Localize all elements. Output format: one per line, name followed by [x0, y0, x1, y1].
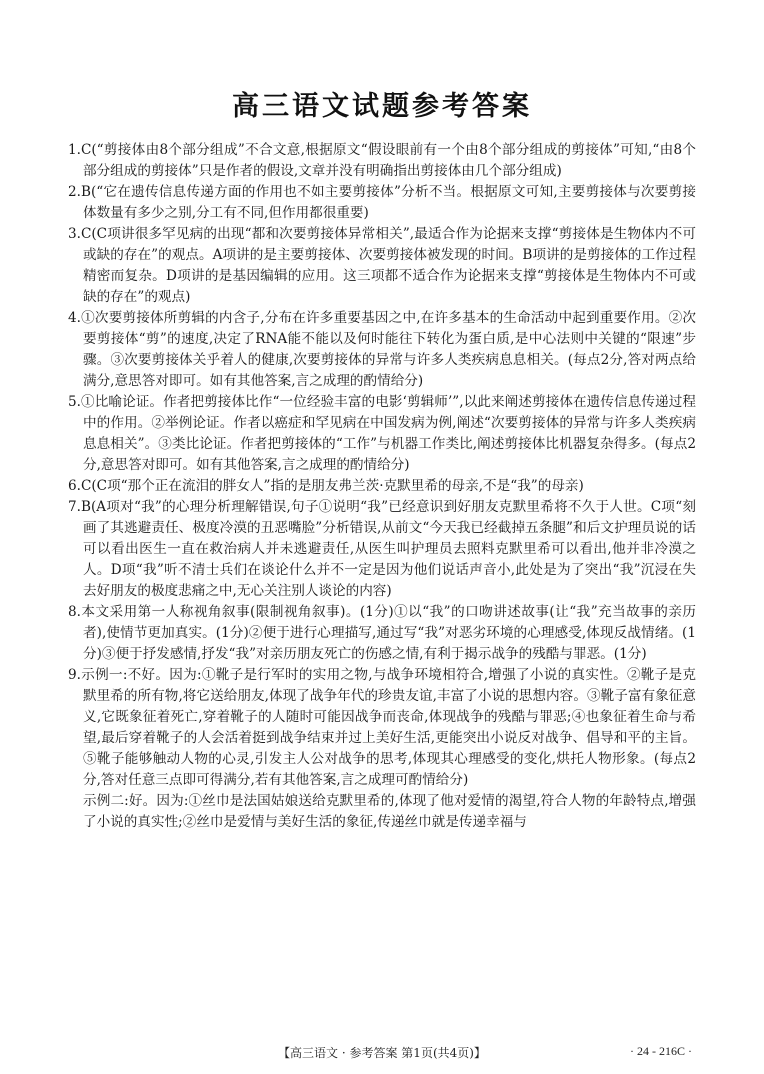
page-title: 高三语文试题参考答案: [232, 91, 532, 122]
answer-item-1: 1.C(“剪接体由8个部分组成”不合文意,根据原文“假设眼前有一个由8个部分组成的剪接体”可知,“由8个部分组成的剪接体”只是作者的假设,文章并没有明确指出剪接体由几个部分组成): [68, 142, 696, 179]
answer-item-6: 6.C(C项“那个正在流泪的胖女人”指的是朋友弗兰茨·克默里希的母亲,不是“我”的母亲): [68, 478, 584, 494]
answer-item-4: 4.①次要剪接体所剪辑的内含子,分布在许多重要基因之中,在许多基本的生命活动中起到重要作用。②次要剪接体“剪”的速度,决定了RNA能不能以及何时能往下转化为蛋白质,是中心法则中关键的“限速”步骤。③次要剪接体关乎着人的健康,次要剪接体的异常与许多人类疾病息息相关。(每点2分,答对两点给满分,意思答对即可。如有其他答案,言之成理的酌情给分): [68, 310, 696, 389]
answer-list: [68, 140, 696, 833]
footer-exam-code: · 24 - 216C ·: [630, 1044, 692, 1058]
footer-page-info: 【高三语文 · 参考答案 第1页(共4页)】: [278, 1046, 486, 1060]
answer-item-8: 8.本文采用第一人称视角叙事(限制视角叙事)。(1分)①以“我”的口吻讲述故事(让“我”充当故事的亲历者),使情节更加真实。(1分)②便于进行心理描写,通过写“我”对恶劣环境的心理感受,体现反战情绪。(1分)③便于抒发感情,抒发“我”对亲历朋友死亡的伤感之情,有利于揭示战争的残酷与罪恶。(1分): [68, 604, 696, 662]
answer-item-3: 3.C(C项讲很多罕见病的出现“都和次要剪接体异常相关”,最适合作为论据来支撑“剪接体是生物体内不可或缺的存在”的观点。A项讲的是主要剪接体、次要剪接体被发现的时间。B项讲的是剪接体的工作过程精密而复杂。D项讲的是基因编辑的应用。这三项都不适合作为论据来支撑“剪接体是生物体内不可或缺的存在”的观点): [68, 226, 696, 305]
answer-item-7: 7.B(A项对“我”的心理分析理解错误,句子①说明“我”已经意识到好朋友克默里希将不久于人世。C项“刻画了其逃避责任、极度冷漠的丑恶嘴脸”分析错误,从前文“今天我已经截掉五条腿”和后文护理员说的话可以看出医生一直在救治病人并未逃避责任,从医生叫护理员去照料克默里希可以看出,他并非冷漠之人。D项“我”听不清士兵们在谈论什么并不一定是因为他们说话声音小,此处是为了突出“我”沉浸在失去好朋友的极度悲痛之中,无心关注别人谈论的内容): [68, 499, 696, 599]
answer-item-9-example-2: 示例二:好。因为:①丝巾是法国姑娘送给克默里希的,体现了他对爱情的渴望,符合人物的年龄特点,增强了小说的真实性;②丝巾是爱情与美好生活的象征,传递丝巾就是传递幸福与: [83, 793, 696, 830]
answer-item-5: 5.①比喻论证。作者把剪接体比作“一位经验丰富的电影‘剪辑师’”,以此来阐述剪接体在遗传信息传递过程中的作用。②举例论证。作者以癌症和罕见病在中国发病为例,阐述“次要剪接体的异常与许多人类疾病息息相关”。③类比论证。作者把剪接体的“工作”与机器工作类比,阐述剪接体比机器复杂得多。(每点2分,意思答对即可。如有其他答案,言之成理的酌情给分): [68, 394, 696, 473]
answer-item-2: 2.B(“它在遗传信息传递方面的作用也不如主要剪接体”分析不当。根据原文可知,主要剪接体与次要剪接体数量有多少之别,分工有不同,但作用都很重要): [68, 184, 696, 221]
answer-item-9: 9.示例一:不好。因为:①靴子是行军时的实用之物,与战争环境相符合,增强了小说的真实性。②靴子是克默里希的所有物,将它送给朋友,体现了战争年代的珍贵友谊,丰富了小说的思想内容。③靴子富有象征意义,它既象征着死亡,穿着靴子的人随时可能因战争而丧命,体现战争的残酷与罪恶;④也象征着生命与希望,最后穿着靴子的人会活着挺到战争结束并过上美好生活,更能突出小说反对战争、倡导和平的主旨。⑤靴子能够触动人物的心灵,引发主人公对战争的思考,体现其心理感受的变化,烘托人物形象。(每点2分,答对任意三点即可得满分,若有其他答案,言之成理可酌情给分): [68, 667, 696, 788]
page-footer: [0, 1044, 764, 1062]
